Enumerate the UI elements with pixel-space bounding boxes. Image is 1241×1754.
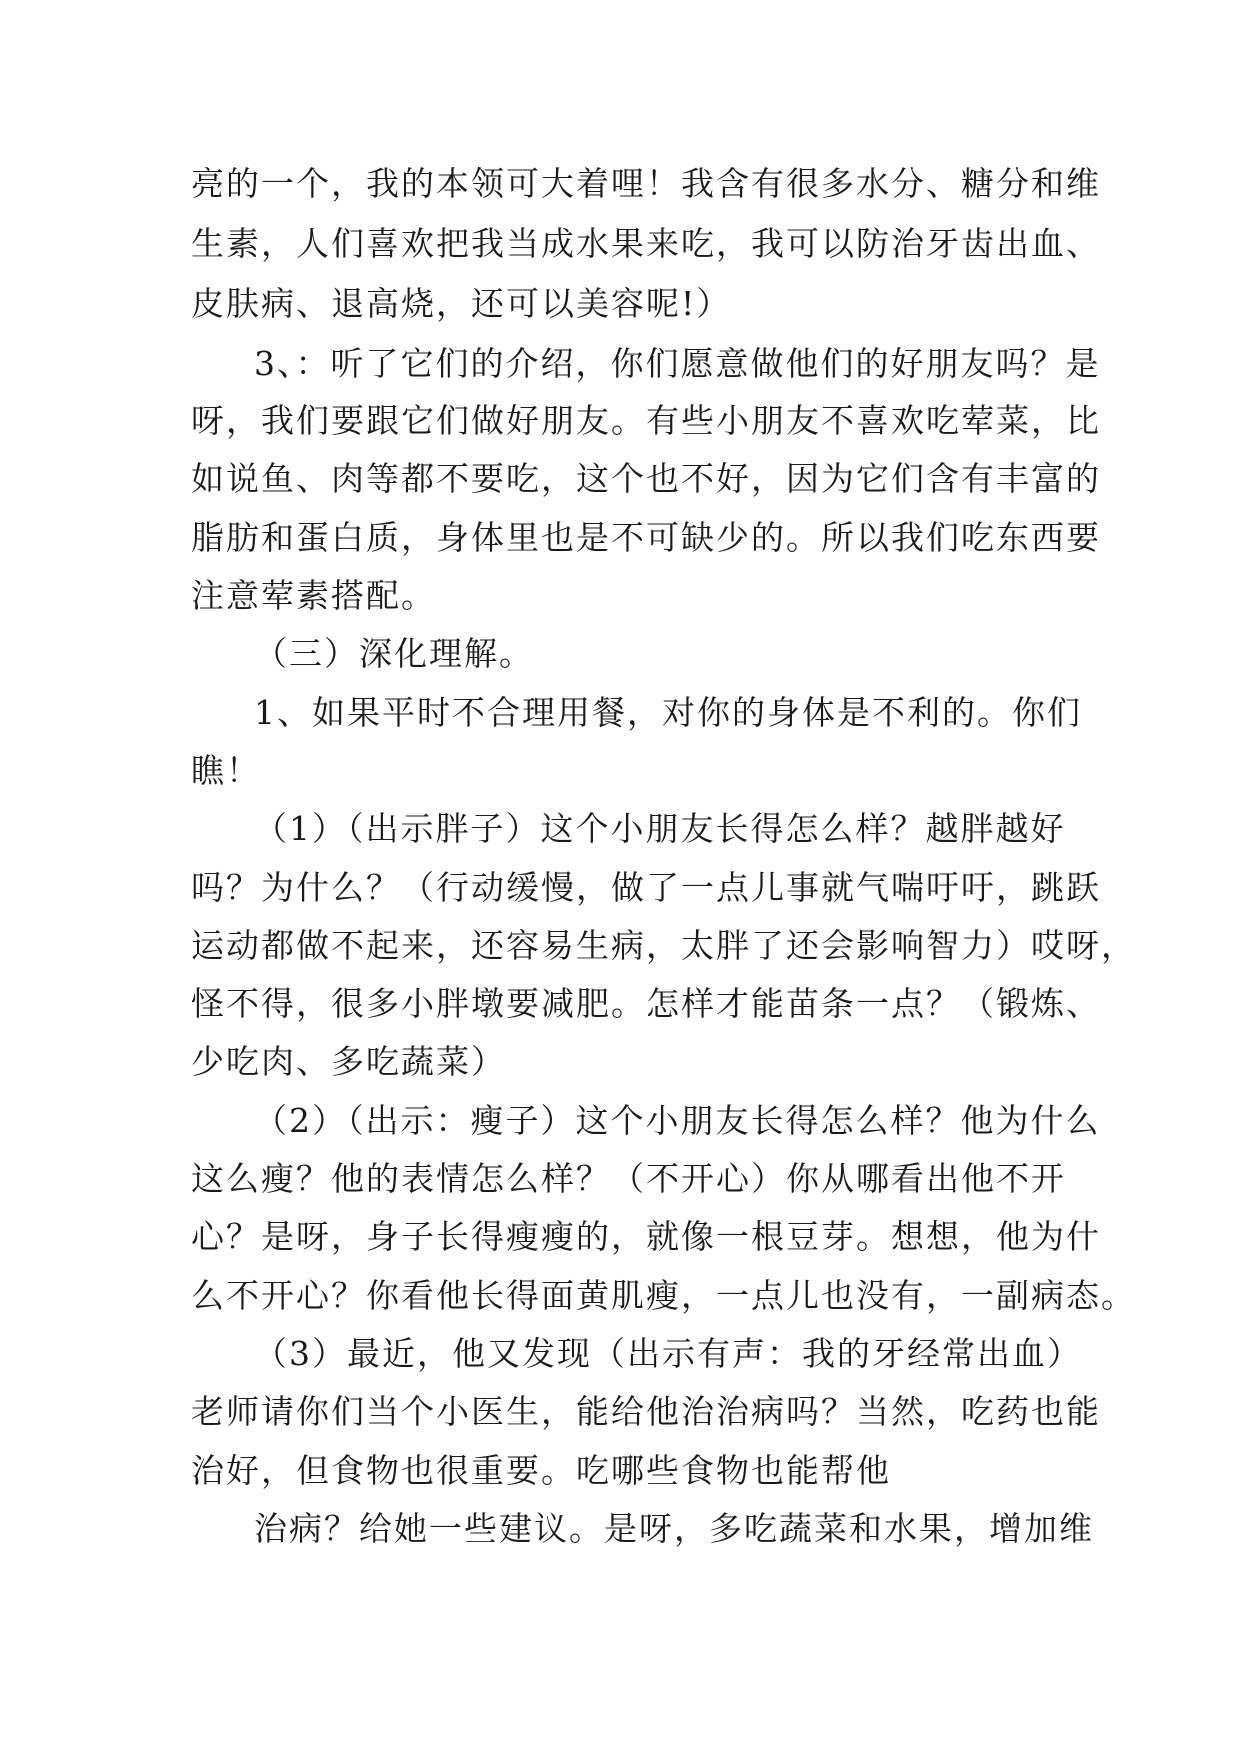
text-line: 亮的一个，我的本领可大着哩！我含有很多水分、糖分和维 bbox=[191, 164, 1101, 203]
text-line: 这么瘦？他的表情怎么样？（不开心）你从哪看出他不开 bbox=[191, 1159, 1066, 1198]
text-line: 脂肪和蛋白质，身体里也是不可缺少的。所以我们吃东西要 bbox=[191, 518, 1101, 557]
text-line: 3、：听了它们的介绍，你们愿意做他们的好朋友吗？是 bbox=[254, 344, 1101, 383]
text-line: 1、如果平时不合理用餐，对你的身体是不利的。你们 bbox=[254, 693, 1082, 732]
text-line: （1）（出示胖子）这个小朋友长得怎么样？越胖越好 bbox=[254, 809, 1066, 848]
text-line: （3）最近，他又发现（出示有声：我的牙经常出血） bbox=[254, 1334, 1082, 1373]
text-line: 吗？为什么？（行动缓慢，做了一点儿事就气喘吁吁，跳跃 bbox=[191, 868, 1101, 907]
text-line: 瞧！ bbox=[191, 751, 261, 790]
text-line: 老师请你们当个小医生，能给他治治病吗？当然，吃药也能 bbox=[191, 1392, 1101, 1431]
text-line: 治好，但食物也很重要。吃哪些食物也能帮他 bbox=[191, 1451, 891, 1490]
text-line: 注意荤素搭配。 bbox=[191, 576, 436, 615]
text-line: 怪不得，很多小胖墩要减肥。怎样才能苗条一点？（锻炼、 bbox=[191, 984, 1101, 1023]
text-line: 心？是呀，身子长得瘦瘦的，就像一根豆芽。想想，他为什 bbox=[191, 1217, 1101, 1256]
text-line: 么不开心？你看他长得面黄肌瘦，一点儿也没有，一副病态。 bbox=[191, 1276, 1136, 1315]
text-line: 如说鱼、肉等都不要吃，这个也不好，因为它们含有丰富的 bbox=[191, 459, 1101, 498]
text-line: （2）（出示：瘦子）这个小朋友长得怎么样？他为什么 bbox=[254, 1101, 1101, 1140]
text-line: 呀，我们要跟它们做好朋友。有些小朋友不喜欢吃荤菜，比 bbox=[191, 401, 1101, 440]
section-heading: （三）深化理解。 bbox=[254, 634, 534, 673]
text-line: 治病？给她一些建议。是呀，多吃蔬菜和水果，增加维 bbox=[254, 1509, 1094, 1548]
text-line: 少吃肉、多吃蔬菜） bbox=[191, 1042, 506, 1081]
text-line: 生素，人们喜欢把我当成水果来吃，我可以防治牙齿出血、 bbox=[191, 224, 1101, 263]
text-line: 运动都做不起来，还容易生病，太胖了还会影响智力）哎呀， bbox=[191, 926, 1136, 965]
text-line: 皮肤病、退高烧，还可以美容呢!） bbox=[191, 284, 732, 323]
